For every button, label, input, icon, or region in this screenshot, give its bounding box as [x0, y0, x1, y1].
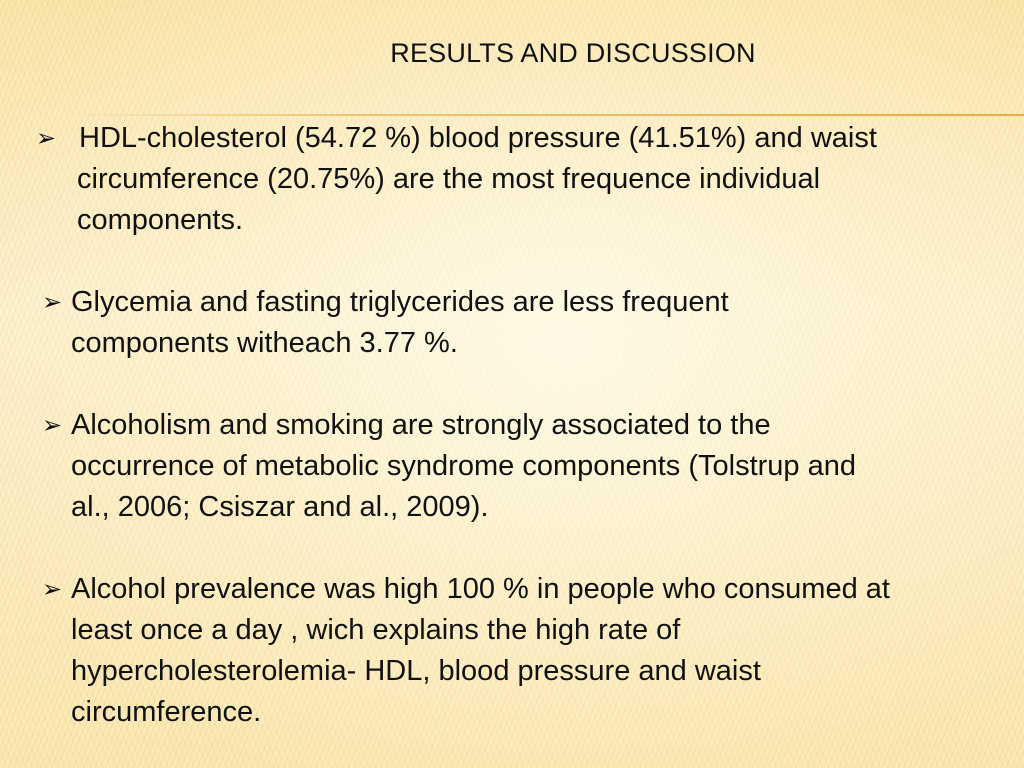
arrow-bullet-icon: ➢ [42, 576, 63, 603]
bullet-text [71, 282, 729, 364]
bullet-text [71, 405, 856, 528]
bullet-line: circumference. [71, 696, 262, 728]
bullet-line: components. [77, 204, 244, 236]
bullet-line: hypercholesterolemia- HDL, blood pressure and waist [71, 655, 761, 687]
slide-title: RESULTS AND DISCUSSION [390, 38, 756, 68]
arrow-bullet-icon: ➢ [36, 125, 57, 152]
bullet-line: Alcoholism and smoking are strongly associated to the [71, 409, 771, 441]
bullet-line: al., 2006; Csiszar and al., 2009). [71, 491, 489, 523]
arrow-bullet-icon: ➢ [42, 289, 63, 316]
bullet-text [71, 569, 890, 733]
bullet-line: occurrence of metabolic syndrome components (Tolstrup and [71, 450, 856, 482]
bullet-line: components witheach 3.77 %. [71, 327, 458, 359]
title-divider [60, 114, 1024, 116]
bullet-line: Glycemia and fasting triglycerides are less frequent [71, 286, 729, 318]
bullet-line: HDL-cholesterol (54.72 %) blood pressure (41.51%) and waist [79, 122, 877, 154]
arrow-bullet-icon: ➢ [42, 412, 63, 439]
bullet-text [77, 118, 877, 241]
bullet-line: least once a day , wich explains the high rate of [71, 614, 681, 646]
bullet-line: Alcohol prevalence was high 100 % in people who consumed at [71, 573, 890, 605]
bullet-line: circumference (20.75%) are the most frequence individual [77, 163, 821, 195]
